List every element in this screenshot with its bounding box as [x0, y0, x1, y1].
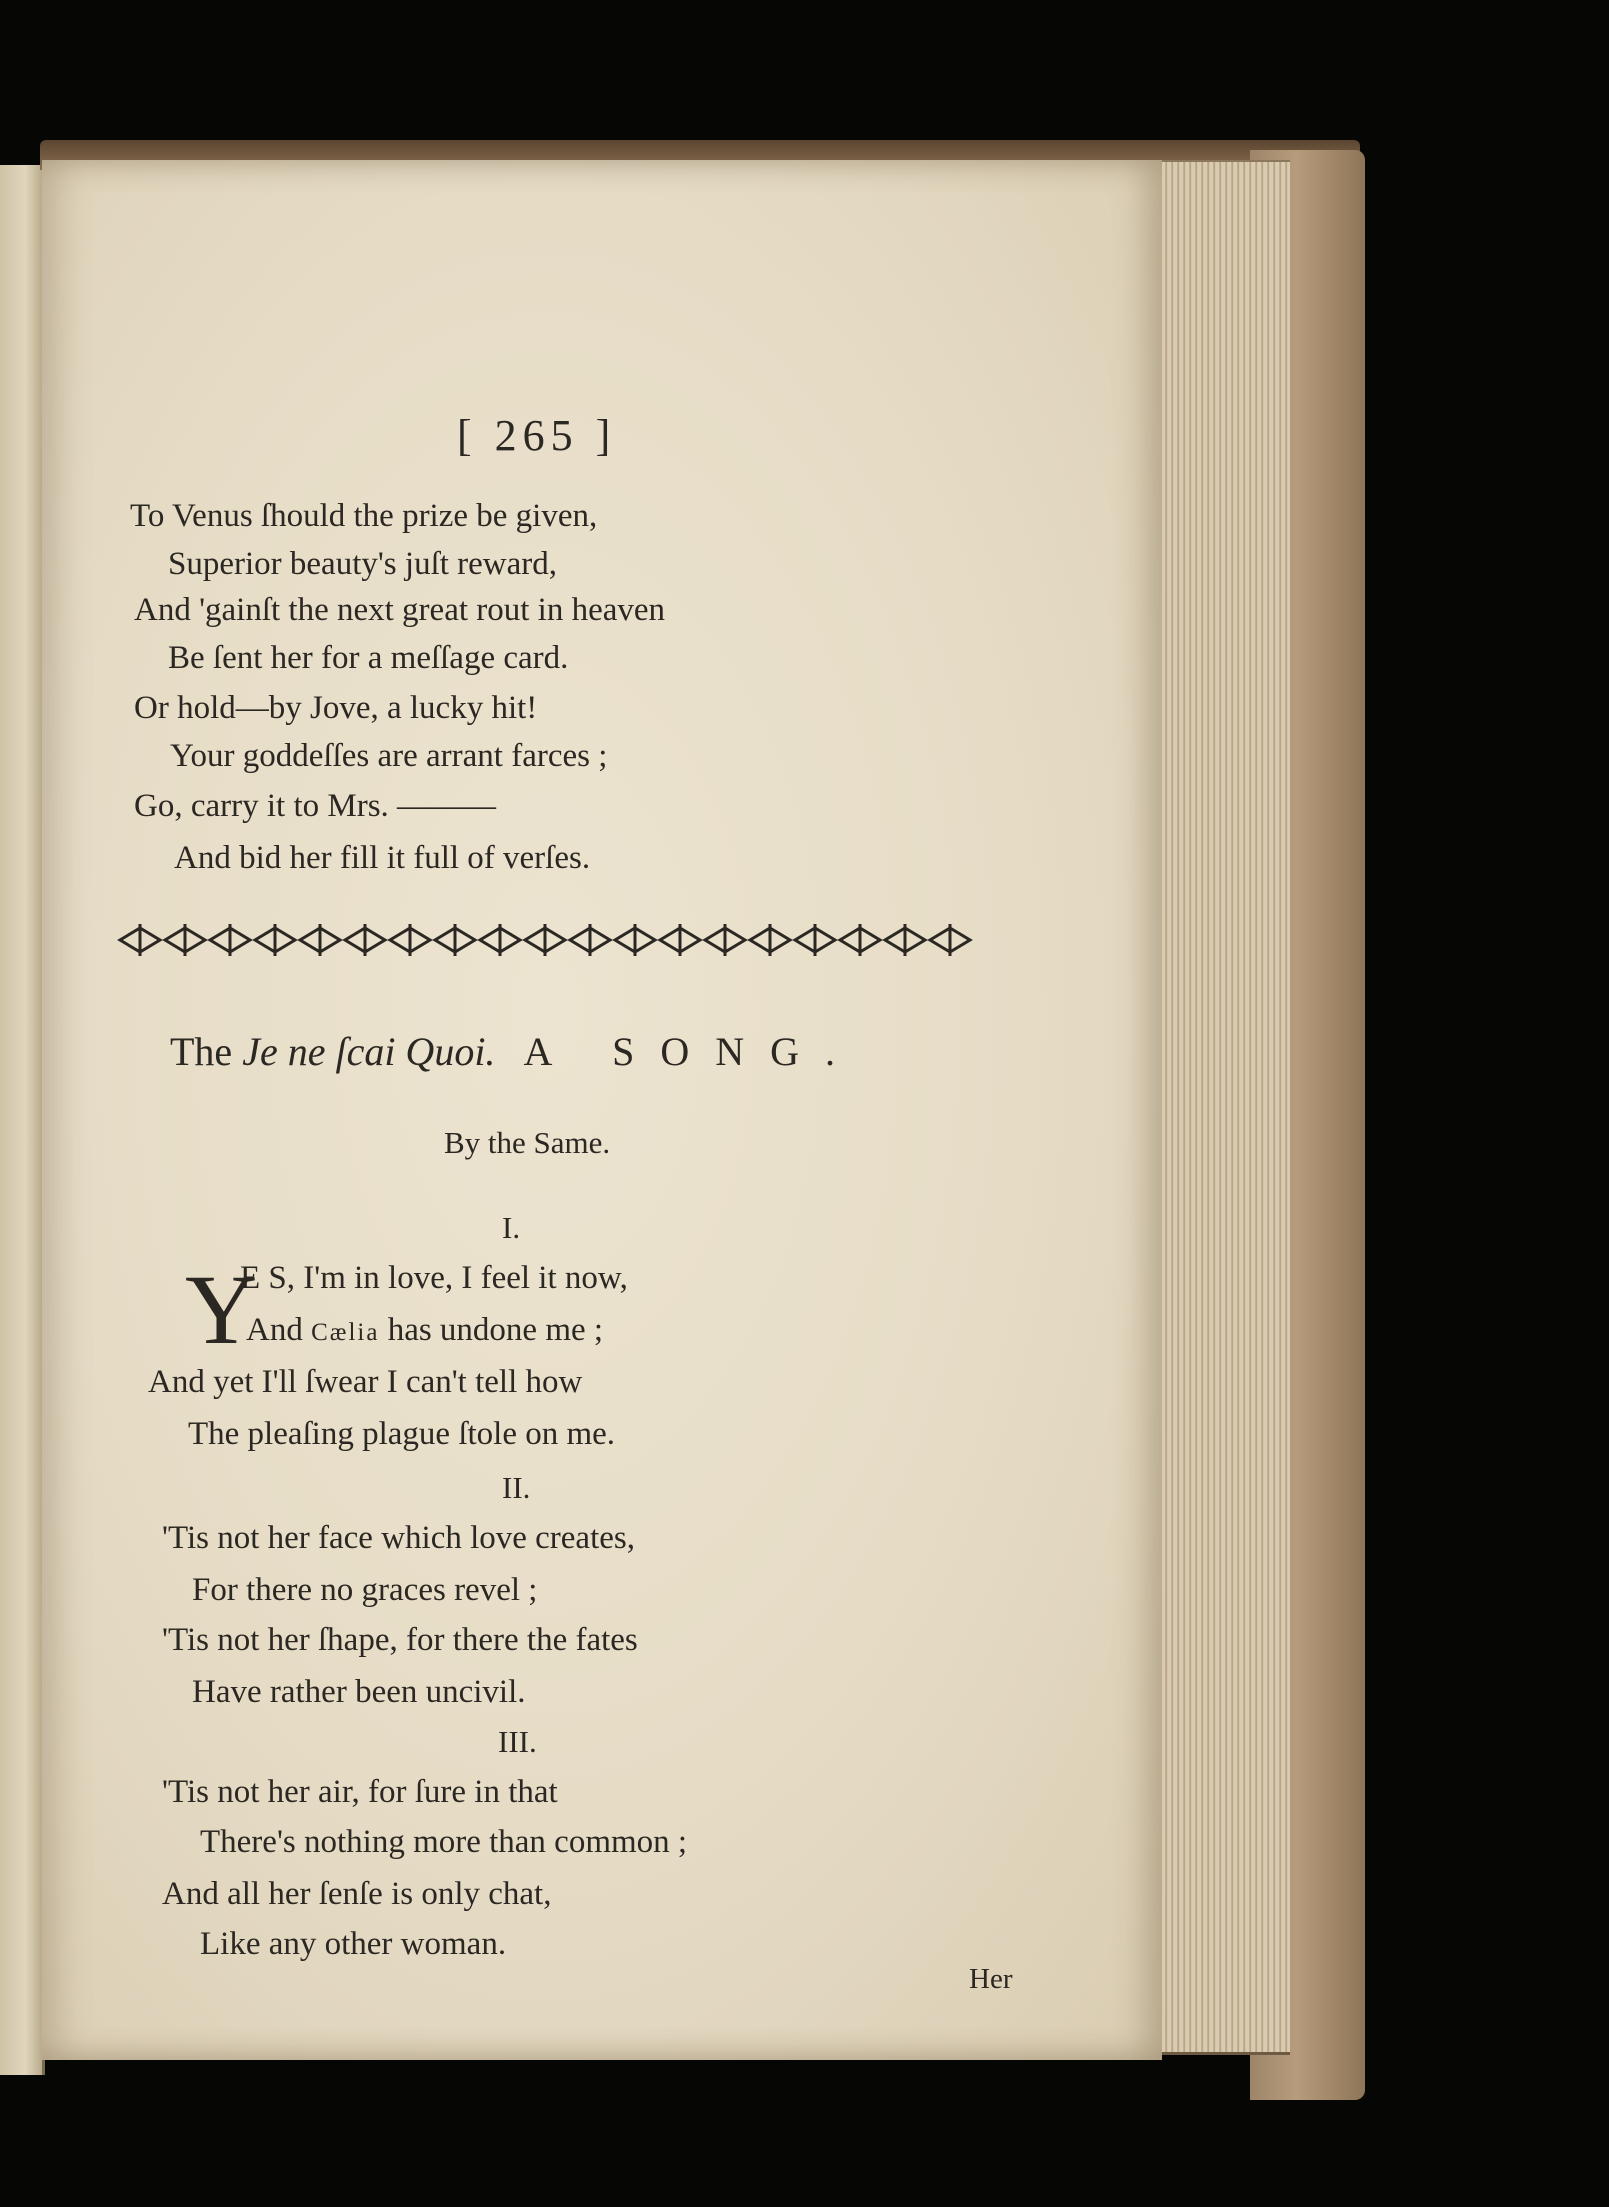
byline: By the Same. — [444, 1125, 611, 1160]
poem-title — [170, 1028, 861, 1075]
poem-line: And all her ſenſe is only chat, — [162, 1876, 552, 1912]
stanza-numeral: III. — [498, 1724, 537, 1759]
drop-capital: Y — [185, 1254, 258, 1365]
title-song: A SONG. — [523, 1029, 862, 1074]
poem-line: Have rather been uncivil. — [192, 1674, 526, 1710]
book-page — [42, 160, 1162, 2060]
poem-line: Go, carry it to Mrs. ——— — [134, 788, 497, 824]
poem-line: Be ſent her for a meſſage card. — [168, 640, 569, 676]
poem-line: The pleaſing plague ſtole on me. — [188, 1416, 616, 1452]
poem-line: And bid her fill it full of verſes. — [174, 840, 591, 876]
name-caelia: Cælia — [311, 1319, 380, 1346]
poem-line: There's nothing more than common ; — [200, 1824, 688, 1860]
poem-line: Superior beauty's juſt reward, — [168, 546, 558, 582]
title-italic: Je ne ſcai Quoi. — [242, 1029, 496, 1074]
facing-page-edge — [0, 165, 45, 2075]
catchword: Her — [969, 1963, 1013, 1995]
poem-line: Or hold—by Jove, a lucky hit! — [134, 690, 538, 726]
poem-line: Like any other woman. — [200, 1926, 507, 1962]
poem-line: 'Tis not her ſhape, for there the fates — [162, 1622, 638, 1658]
poem-line: To Venus ſhould the prize be given, — [130, 498, 598, 534]
poem-line: For there no graces revel ; — [192, 1572, 538, 1608]
poem-line: Your goddeſſes are arrant farces ; — [170, 738, 608, 774]
poem-line: 'Tis not her air, for ſure in that — [162, 1774, 558, 1810]
page-edges — [1150, 160, 1290, 2055]
page-number: [ 265 ] — [457, 411, 617, 460]
poem-line: 'Tis not her face which love creates, — [162, 1520, 635, 1556]
title-the: The — [170, 1029, 233, 1074]
poem-line: And 'gainſt the next great rout in heaven — [134, 592, 666, 628]
stanza-numeral: I. — [502, 1210, 521, 1245]
poem-line: And yet I'll ſwear I can't tell how — [148, 1364, 583, 1400]
stanza-numeral: II. — [502, 1470, 531, 1505]
ornament-divider-icon — [110, 920, 1010, 960]
poem-line: E S, I'm in love, I feel it now, — [240, 1260, 628, 1296]
poem-line: And Cælia has undone me ; — [246, 1312, 604, 1348]
